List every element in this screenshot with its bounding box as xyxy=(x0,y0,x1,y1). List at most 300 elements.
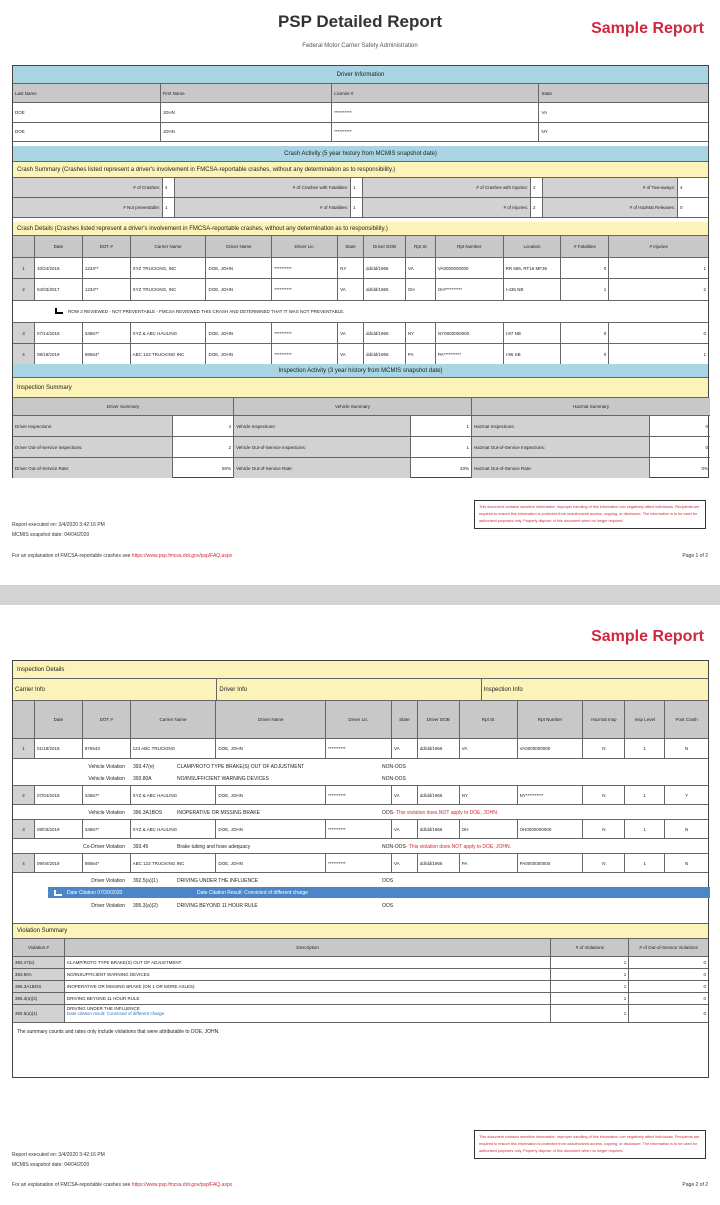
violation-type: Vehicle Violation xyxy=(88,764,125,770)
inspection-cell: dd/dd/1966 xyxy=(418,786,460,804)
citation-result-note: Date citation result: Convicted of different charge xyxy=(66,1010,165,1016)
crash-details-table xyxy=(13,236,708,366)
inspection-cell: 34567* xyxy=(83,786,131,804)
inspection-summary-row xyxy=(472,458,710,478)
crash-details-cell: dd/dd/1966 xyxy=(364,323,406,344)
report-page-2 xyxy=(0,605,720,1205)
violation-summary-value: 1 xyxy=(623,972,627,978)
crash-summary-label: # of Crashes with Fatalities: xyxy=(175,178,351,197)
violation-applicability-note: - This violation does NOT apply to DOE, JOHN. xyxy=(405,844,512,850)
crash-details-cell: 98564* xyxy=(83,344,131,365)
inspection-details-header-cell: DOT # xyxy=(83,701,131,738)
inspection-summary-band: Inspection Summary xyxy=(13,378,708,398)
crash-details-cell: 0 xyxy=(703,330,707,336)
crash-details-cell: ABC 123 TRUCKING INC xyxy=(131,344,207,365)
crash-details-cell: dd/dd/1966 xyxy=(364,258,406,279)
violation-code: 393.45 xyxy=(133,844,149,850)
inspection-summary-label: Hazmat Inspections: xyxy=(472,416,650,436)
inspection-details-header-cell: Rpt Number xyxy=(518,701,584,738)
faq-link[interactable]: https://www.psp.fmcsa.dot.gov/psp/FAQ.aspx xyxy=(131,553,233,559)
inspection-cell: ********** xyxy=(326,820,392,838)
violation-summary-value: 1 xyxy=(623,983,627,989)
crash-details-header-cell: # Injuries xyxy=(609,236,708,257)
crash-details-row xyxy=(13,344,708,366)
citation-bar xyxy=(48,887,710,898)
crash-details-cell: ********** xyxy=(272,258,338,279)
inspection-cell: PA xyxy=(460,854,518,872)
crash-details-cell: NY xyxy=(338,258,364,279)
summary-footnote: The summary counts and rates only include violations that were attributable to DOE, JOHN. xyxy=(17,1029,220,1035)
explanation-line xyxy=(12,553,232,559)
inspection-cell: 98564* xyxy=(83,854,131,872)
crash-details-cell: 04/03/2017 xyxy=(35,279,83,300)
violation-description: DRIVING BEYOND 11 HOUR RULE xyxy=(177,903,258,909)
inspection-details-header-row xyxy=(13,701,708,739)
violation-code: 392.5(a)(1) xyxy=(133,878,158,884)
confidentiality-disclaimer: This document contains sensitive information. Improper handling of this information can negatively affect individuals. Recipients are required to ensure this information is protected from unauthorized access, copying, or disclosure. The information is to be used for authorized purposes only. Properly dispose of this document when no longer required. xyxy=(474,1130,706,1159)
report-title: PSP Detailed Report xyxy=(277,12,443,31)
violation-oos: NON-OOS xyxy=(382,776,406,782)
violation-line xyxy=(13,841,710,853)
crash-details-cell: PA xyxy=(406,344,436,365)
inspection-summary-row xyxy=(234,437,471,458)
crash-details-header-cell: Driver DOB xyxy=(364,236,406,257)
inspection-group-header: Driver Info xyxy=(217,679,481,700)
inspection-summary-group xyxy=(472,398,710,478)
crash-details-cell: OH xyxy=(406,279,436,300)
driver-info-cell: ********** xyxy=(332,123,539,141)
inspection-cell: dd/dd/1966 xyxy=(418,854,460,872)
violation-summary-row xyxy=(13,981,708,993)
driver-info-cell: VA xyxy=(541,109,548,115)
inspection-summary-value: 4 xyxy=(228,423,231,429)
violation-summary-cell xyxy=(13,957,65,968)
sample-report-label: Sample Report xyxy=(591,20,704,37)
inspection-details-header-cell xyxy=(13,701,35,738)
page-number: Page 2 of 2 xyxy=(682,1182,708,1188)
faq-link[interactable]: https://www.psp.fmcsa.dot.gov/psp/FAQ.aspx xyxy=(131,1182,233,1188)
inspection-cell: VA xyxy=(392,786,418,804)
violation-line xyxy=(13,807,710,819)
inspection-summary-row xyxy=(234,416,471,437)
inspection-details-header-cell: Driver DOB xyxy=(418,701,460,738)
crash-details-cell: NY xyxy=(406,323,436,344)
violation-summary-cell xyxy=(65,993,552,1004)
violation-summary-cell xyxy=(629,981,708,992)
citation-arrow-icon xyxy=(54,890,62,896)
violation-summary-value: 1 xyxy=(623,995,627,1001)
crash-details-cell: I-95 SB xyxy=(504,344,562,365)
page-separator xyxy=(0,585,720,605)
inspection-summary-value: 0 xyxy=(705,444,708,450)
inspection-summary-value: 33% xyxy=(459,465,469,471)
crash-details-cell: 08/18/2019 xyxy=(35,344,83,365)
crash-summary-label: # of Tow-aways: xyxy=(543,178,678,197)
crash-details-header-cell: Date xyxy=(35,236,83,257)
inspection-summary-value: 50% xyxy=(221,465,231,471)
inspection-cell: XYZ & ABC HAULING xyxy=(131,820,217,838)
driver-info-cell: ********** xyxy=(332,103,539,121)
inspection-activity-band: Inspection Activity (3 year history from MCMIS snapshot date) xyxy=(13,364,708,378)
violation-summary-value: 0 xyxy=(703,995,706,1001)
violation-description: NO/INSUFFICIENT WARNING DEVICES xyxy=(177,776,269,782)
violation-summary-row xyxy=(13,1005,708,1023)
sample-report-label: Sample Report xyxy=(591,628,704,645)
report-subtitle: Federal Motor Carrier Safety Administration xyxy=(302,43,418,49)
driver-info-cell: NY xyxy=(541,129,548,135)
violation-code: 393.47(e) xyxy=(133,764,155,770)
crash-summary-value: 0 xyxy=(680,205,683,210)
crash-details-header-cell xyxy=(13,236,35,257)
inspection-summary-row xyxy=(472,416,710,437)
inspection-summary-row xyxy=(13,458,233,478)
inspection-cell: ********** xyxy=(326,854,392,872)
crash-details-cell: I-435 NB xyxy=(504,279,562,300)
violation-code: 395.3(a)(2) xyxy=(133,903,158,909)
crash-details-header-cell: Carrier Name xyxy=(131,236,207,257)
inspection-cell: 1 xyxy=(625,820,665,838)
violation-summary-value: 0 xyxy=(703,1010,706,1016)
driver-info-cell: JOHN xyxy=(161,103,333,121)
violation-oos: OOS xyxy=(382,810,394,816)
violation-summary-cell xyxy=(13,969,65,980)
violation-summary-value: DRIVING BEYOND 11 HOUR RULE xyxy=(66,995,140,1001)
inspection-cell: VA xyxy=(392,739,418,758)
violation-summary-row xyxy=(13,957,708,969)
violation-summary-value: 1 xyxy=(623,960,627,966)
crash-details-cell: ********** xyxy=(272,344,338,365)
driver-info-cell: DOE xyxy=(13,123,161,141)
driver-info-header-cell: First Name xyxy=(161,84,333,102)
inspection-summary-label: Driver Out-of-Service Rate: xyxy=(13,458,173,478)
crash-summary-band: Crash Summary (Crashes listed represent a driver's involvement in FMCSA-reportable crashes, without any determination as to responsibility.) xyxy=(13,162,708,178)
crash-details-cell: VA xyxy=(338,279,364,300)
violation-summary-cell xyxy=(65,1005,552,1022)
crash-summary-label: # Not preventable: xyxy=(13,198,163,217)
crash-details-cell: VA xyxy=(338,344,364,365)
violation-summary-value: 0 xyxy=(703,983,706,989)
inspection-summary-group xyxy=(13,398,234,478)
crash-details-cell: OH********** xyxy=(436,279,504,300)
explanation-text: For an explanation of FMCSA-reportable crashes see xyxy=(12,1182,131,1188)
violation-type: Vehicle Violation xyxy=(88,810,125,816)
violation-type: Driver Violation xyxy=(91,878,125,884)
confidentiality-disclaimer: This document contains sensitive information. Improper handling of this information can negatively affect individuals. Recipients are required to ensure this information is protected from unauthorized access, copying, or disclosure. The information is to be used for authorized purposes only. Properly dispose of this document when no longer required. xyxy=(474,500,706,529)
inspection-summary-groups xyxy=(13,398,708,478)
crash-details-cell: 1234** xyxy=(83,258,131,279)
violation-summary-value: NO/INSUFFICIENT WARNING DEVICES xyxy=(66,972,150,978)
violation-line xyxy=(13,773,710,785)
crash-summary-value: 2 xyxy=(531,178,543,197)
violation-description: Brake tubing and hose adequacy xyxy=(177,844,251,850)
crash-details-cell: DOE, JOHN xyxy=(206,258,272,279)
violation-type: Co-Driver Violation xyxy=(83,844,125,850)
inspection-cell: PA0000000000 xyxy=(518,854,584,872)
inspection-row xyxy=(13,785,708,805)
crash-details-row xyxy=(13,323,708,345)
crash-summary-label: # of Injuries: xyxy=(363,198,531,217)
inspection-summary-label: Vehicle Out-of-Service Inspections: xyxy=(234,437,411,457)
crash-details-cell: NY0000000000 xyxy=(436,323,504,344)
crash-summary-value: 4 xyxy=(163,178,175,197)
violation-oos: OOS xyxy=(382,878,394,884)
inspection-cell: ********** xyxy=(326,739,392,758)
inspection-summary-row xyxy=(472,437,710,458)
violation-summary-header-row xyxy=(13,939,708,957)
inspection-cell: N xyxy=(684,826,689,832)
violation-summary-cell xyxy=(551,957,629,968)
crash-details-cell: XYZ & ABC HAULING xyxy=(131,323,207,344)
violation-line xyxy=(13,875,710,887)
crash-details-cell: XYZ TRUCKING, INC xyxy=(131,279,207,300)
crash-summary-value: 1 xyxy=(351,198,363,217)
inspection-group-header: Inspection Info xyxy=(483,686,523,693)
crash-details-cell: 1 xyxy=(13,258,35,279)
explanation-line xyxy=(12,1182,232,1188)
inspection-summary-value: 0 xyxy=(705,423,708,429)
inspection-cell: VA xyxy=(460,739,518,758)
report-body xyxy=(12,660,709,1078)
crash-details-cell: 10/24/2016 xyxy=(35,258,83,279)
violation-summary-header-cell: Violation # xyxy=(13,939,65,956)
violation-summary-row xyxy=(13,969,708,981)
violation-summary-value: 0 xyxy=(703,960,706,966)
crash-details-cell: XYZ TRUCKING, INC xyxy=(131,258,207,279)
violation-summary-value: 392.5(a)(1) xyxy=(15,1010,38,1016)
inspection-cell: 1 xyxy=(625,739,665,758)
crash-summary-value: 1 xyxy=(163,198,175,217)
inspection-cell: DOE, JOHN xyxy=(216,820,326,838)
inspection-cell: DOE, JOHN xyxy=(216,786,326,804)
crash-summary-table xyxy=(13,178,708,218)
inspection-details-header-cell: Driver Lic. xyxy=(326,701,392,738)
crash-details-cell: VA0000000000 xyxy=(436,258,504,279)
crash-details-header-cell: Rpt St xyxy=(406,236,436,257)
violation-summary-cell xyxy=(13,1005,65,1022)
inspection-cell: VA xyxy=(392,854,418,872)
crash-details-cell: 2 xyxy=(703,287,707,293)
violation-summary-cell xyxy=(65,969,552,980)
crash-summary-value: 4 xyxy=(680,185,683,190)
violation-summary-value: 393.80A xyxy=(15,972,32,978)
inspection-cell: VA0000000000 xyxy=(518,739,584,758)
crash-details-cell: DOE, JOHN xyxy=(206,279,272,300)
crash-details-row xyxy=(13,279,708,301)
inspection-details-header-cell: Carrier Name xyxy=(131,701,217,738)
crash-review-note xyxy=(13,301,708,322)
inspection-cell: XYZ & ABC HAULING xyxy=(131,786,217,804)
violation-summary-value: 0 xyxy=(703,972,706,978)
crash-summary-row xyxy=(13,198,708,218)
inspection-cell: 1 xyxy=(625,854,665,872)
violation-summary-cell xyxy=(629,993,708,1004)
inspection-cell: 4 xyxy=(13,854,35,872)
inspection-cell: NY xyxy=(460,786,518,804)
inspection-cell: 1 xyxy=(13,739,35,758)
violation-summary-cell xyxy=(13,993,65,1004)
inspection-details-header-cell: Hazmat Insp xyxy=(583,701,625,738)
crash-details-header-cell: Driver Lic. xyxy=(272,236,338,257)
inspection-cell: VA xyxy=(392,820,418,838)
inspection-summary-value: 1 xyxy=(466,444,469,450)
crash-details-cell: 0 xyxy=(561,258,609,279)
crash-details-cell: 07/14/2018 xyxy=(35,323,83,344)
driver-info-header-cell: License # xyxy=(332,84,539,102)
violation-line xyxy=(13,900,710,912)
violation-oos: NON-OOS xyxy=(382,844,406,850)
crash-details-cell: 4 xyxy=(13,344,35,365)
violation-summary-value: DRIVING UNDER THE INFLUENCE xyxy=(66,1005,140,1011)
crash-details-cell: dd/dd/1966 xyxy=(364,344,406,365)
crash-details-cell: VA xyxy=(406,258,436,279)
crash-summary-row xyxy=(13,178,708,198)
driver-info-header-cell: State xyxy=(539,84,708,102)
driver-info-row xyxy=(13,103,708,122)
inspection-summary-row xyxy=(234,458,471,478)
inspection-summary-group xyxy=(234,398,472,478)
crash-summary-label: # of Crashes with Injuries: xyxy=(363,178,531,197)
inspection-summary-label: Driver Out-of-Service Inspections: xyxy=(13,437,173,457)
inspection-cell: 2 xyxy=(13,786,35,804)
crash-review-note-row xyxy=(13,301,708,323)
crash-details-cell: 1 xyxy=(703,352,707,358)
violation-applicability-note: - This violation does NOT apply to DOE, JOHN. xyxy=(393,810,499,816)
inspection-details-header xyxy=(13,701,708,739)
inspection-summary-group-title: Hazmat Summary xyxy=(472,398,710,416)
inspection-details-header-cell: Insp Level xyxy=(625,701,665,738)
crash-details-cell: PA********** xyxy=(436,344,504,365)
inspection-summary-label: Hazmat Out-of-Service Rate: xyxy=(472,458,650,478)
violation-type: Driver Violation xyxy=(91,903,125,909)
inspection-details-body xyxy=(13,739,708,921)
inspection-summary-label: Vehicle Inspections: xyxy=(234,416,411,436)
report-executed-date: Report executed on: 3/4/2020 3:42:16 PM xyxy=(12,522,105,528)
inspection-summary-group-title: Vehicle Summary xyxy=(234,398,471,416)
violation-summary-band: Violation Summary xyxy=(13,923,708,939)
violation-summary-header-cell: # of Violations xyxy=(551,939,629,956)
violation-summary-value: 1 xyxy=(623,1010,627,1016)
crash-details-header-cell: State xyxy=(338,236,364,257)
inspection-summary-group-title: Driver Summary xyxy=(13,398,233,416)
inspection-cell: 876543 xyxy=(83,739,131,758)
violation-code: 396.3A1BOS xyxy=(133,810,163,816)
driver-information-band: Driver Information xyxy=(13,66,708,84)
crash-details-cell: 2 xyxy=(13,279,35,300)
inspection-cell: DOE, JOHN xyxy=(216,739,326,758)
inspection-cell: N xyxy=(583,854,625,872)
inspection-cell: N xyxy=(583,820,625,838)
inspection-summary-value: 2 xyxy=(228,444,231,450)
inspection-cell: 1 xyxy=(625,786,665,804)
violation-summary-value: 395.3(a)(2) xyxy=(15,995,38,1001)
violation-summary-cell xyxy=(551,1005,629,1022)
inspection-row xyxy=(13,819,708,839)
inspection-details-header-cell: Rpt St xyxy=(460,701,518,738)
inspection-cell: OH0000000000 xyxy=(518,820,584,838)
crash-details-row xyxy=(13,258,708,280)
inspection-summary-row xyxy=(13,437,233,458)
crash-details-header-cell: # Fatalities xyxy=(561,236,609,257)
inspection-details-band: Inspection Details xyxy=(13,661,708,679)
inspection-details-header-cell: State xyxy=(392,701,418,738)
driver-info-cell: DOE xyxy=(13,103,161,121)
crash-details-header-row xyxy=(13,236,708,258)
inspection-summary-label: Vehicle Out-of-Service Rate: xyxy=(234,458,411,478)
violation-summary-cell xyxy=(629,1005,708,1022)
citation-date: Date Citation 07/20/2020 xyxy=(67,889,123,896)
review-note-text: ROW 2 REVIEWED - NOT PREVENTABLE - FMCSA REVIEWED THIS CRASH AND DETERMINED THAT IT WAS NOT PREVENTABLE. xyxy=(68,308,345,314)
violation-summary-value: 396.3A1BOS xyxy=(15,983,42,989)
crash-details-cell: 3 xyxy=(13,323,35,344)
crash-summary-value: 2 xyxy=(531,198,543,217)
inspection-cell: 01/18/2018 xyxy=(35,739,83,758)
violation-summary-table xyxy=(13,939,708,1023)
violation-summary-cell xyxy=(629,969,708,980)
inspection-summary-label: Hazmat Out-of-Service Inspections: xyxy=(472,437,650,457)
violation-summary-cell xyxy=(65,957,552,968)
crash-details-cell: ********** xyxy=(272,323,338,344)
violation-summary-value: CLAMP/ROTO TYPE BRAKE(S) OUT OF ADJUSTMENT xyxy=(66,960,182,966)
inspection-cell: ********** xyxy=(326,786,392,804)
inspection-summary-label: Driver Inspections: xyxy=(13,416,173,436)
violation-description: CLAMP/ROTO TYPE BRAKE(S) OUT OF ADJUSTMENT xyxy=(177,764,305,770)
report-page-1 xyxy=(0,0,720,585)
violation-summary-cell xyxy=(551,969,629,980)
violation-summary-cell xyxy=(13,981,65,992)
violation-summary-cell xyxy=(551,993,629,1004)
violation-summary-cell xyxy=(65,981,552,992)
inspection-row xyxy=(13,739,708,759)
violation-line xyxy=(13,761,710,773)
crash-details-cell: I-87 NB xyxy=(504,323,562,344)
crash-details-cell: 0 xyxy=(561,323,609,344)
inspection-details-header-cell: Driver Name xyxy=(216,701,326,738)
explanation-text: For an explanation of FMCSA-reportable crashes see xyxy=(12,553,131,559)
crash-summary-label: # of HazMat Releases: xyxy=(543,198,678,217)
inspection-cell: N xyxy=(583,739,625,758)
driver-info-cell: JOHN xyxy=(161,123,333,141)
crash-details-cell: VA xyxy=(338,323,364,344)
inspection-cell: 34567* xyxy=(83,820,131,838)
crash-summary-value: 1 xyxy=(351,178,363,197)
inspection-group-headers xyxy=(13,679,708,701)
violation-summary-value: 393.47(e) xyxy=(15,960,35,966)
violation-summary-cell xyxy=(551,981,629,992)
driver-info-row xyxy=(13,123,708,142)
violation-oos: OOS xyxy=(382,903,394,909)
crash-details-cell: 0 xyxy=(561,344,609,365)
violation-summary-header-cell: # of Out-of-Service Violations xyxy=(629,939,708,956)
crash-details-header-cell: DOT # xyxy=(83,236,131,257)
inspection-row xyxy=(13,853,708,873)
inspection-details-header-cell: Date xyxy=(35,701,83,738)
crash-details-header-cell: Driver Name xyxy=(206,236,272,257)
crash-details-cell: DOE, JOHN xyxy=(206,344,272,365)
crash-details-header-cell: Location xyxy=(504,236,562,257)
inspection-cell: ABC 123 TRUCKING INC xyxy=(131,854,217,872)
review-arrow-icon xyxy=(55,308,63,314)
crash-details-cell: dd/dd/1966 xyxy=(364,279,406,300)
crash-activity-band: Crash Activity (5 year history from MCMIS snapshot date) xyxy=(13,146,708,162)
violation-summary-cell xyxy=(629,957,708,968)
crash-summary-label: # of Fatalities: xyxy=(175,198,351,217)
inspection-cell: 08/03/2019 xyxy=(35,820,83,838)
driver-info-header-row xyxy=(13,84,708,103)
inspection-cell: dd/dd/1966 xyxy=(418,820,460,838)
crash-summary-label: # of Crashes: xyxy=(13,178,163,197)
inspection-cell: N xyxy=(684,860,689,866)
driver-information-table xyxy=(13,84,708,142)
